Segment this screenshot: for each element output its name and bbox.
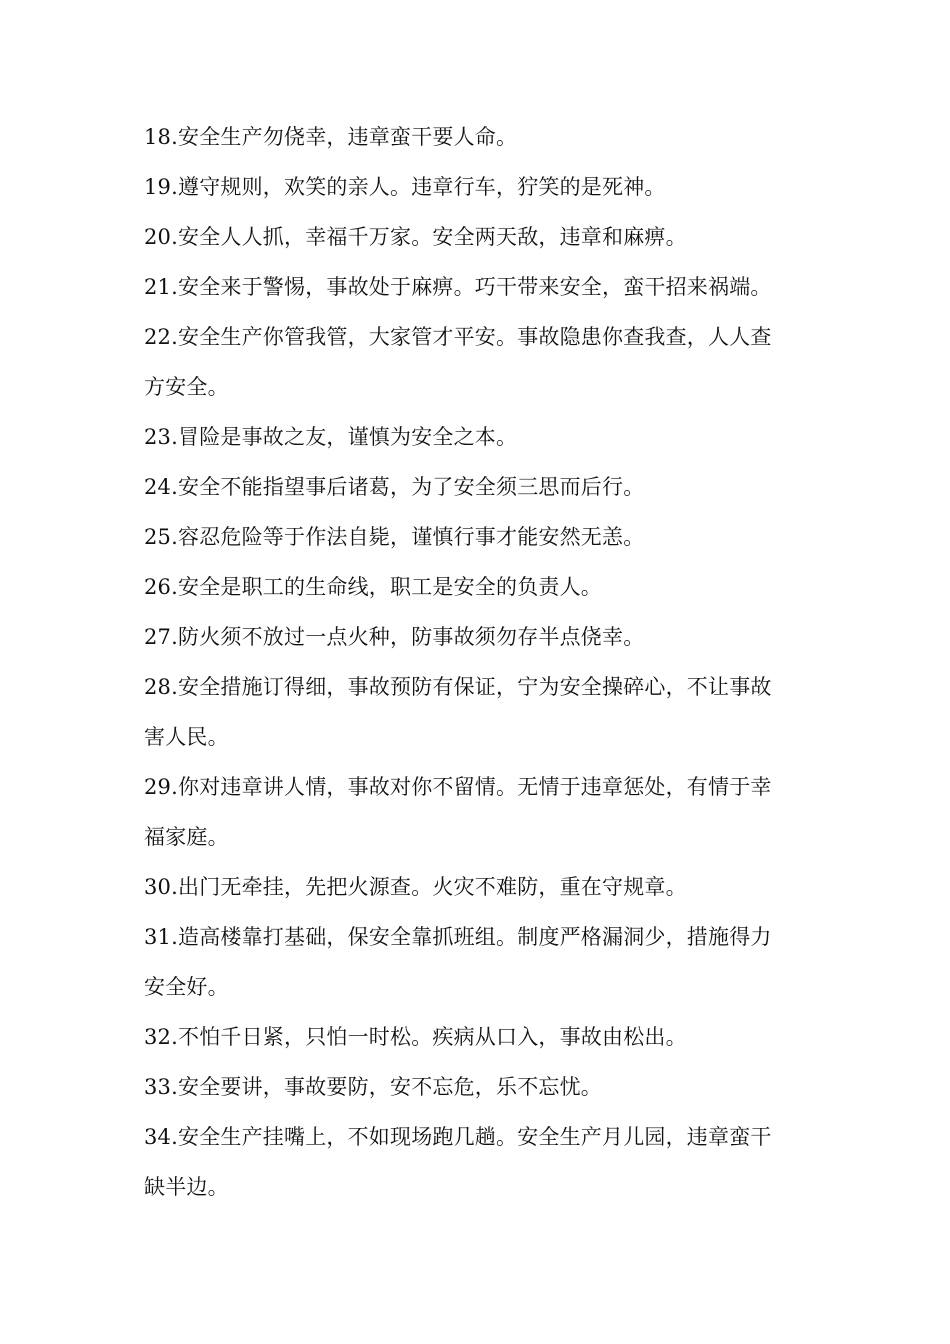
text-line: 31.造高楼靠打基础，保安全靠抓班组。制度严格漏洞少，措施得力: [144, 925, 772, 949]
text-line: 30.出门无牵挂，先把火源查。火灾不难防，重在守规章。: [144, 875, 687, 899]
document-body: [144, 112, 804, 1212]
text-line: 20.安全人人抓，幸福千万家。安全两天敌，违章和麻痹。: [144, 225, 687, 249]
text-line: 27.防火须不放过一点火种，防事故须勿存半点侥幸。: [144, 625, 645, 649]
text-line: 缺半边。: [144, 1175, 229, 1199]
text-line: 26.安全是职工的生命线，职工是安全的负责人。: [144, 575, 602, 599]
text-line: 安全好。: [144, 975, 229, 999]
text-line: 24.安全不能指望事后诸葛，为了安全须三思而后行。: [144, 475, 645, 499]
text-line: 33.安全要讲，事故要防，安不忘危，乐不忘忧。: [144, 1075, 602, 1099]
text-line: 22.安全生产你管我管，大家管才平安。事故隐患你查我查，人人查: [144, 325, 772, 349]
text-line: 18.安全生产勿侥幸，违章蛮干要人命。: [144, 125, 518, 149]
text-line: 34.安全生产挂嘴上，不如现场跑几趟。安全生产月儿园，违章蛮干: [144, 1125, 772, 1149]
text-line: 23.冒险是事故之友，谨慎为安全之本。: [144, 425, 518, 449]
text-line: 害人民。: [144, 725, 229, 749]
text-line: 32.不怕千日紧，只怕一时松。疾病从口入，事故由松出。: [144, 1025, 687, 1049]
text-line: 19.遵守规则，欢笑的亲人。违章行车，狞笑的是死神。: [144, 175, 666, 199]
text-line: 29.你对违章讲人情，事故对你不留情。无情于违章惩处，有情于幸: [144, 775, 772, 799]
text-line: 方安全。: [144, 375, 229, 399]
text-line: 28.安全措施订得细，事故预防有保证，宁为安全操碎心，不让事故: [144, 675, 772, 699]
text-line: 25.容忍危险等于作法自毙，谨慎行事才能安然无恙。: [144, 525, 645, 549]
text-line: 福家庭。: [144, 825, 229, 849]
text-line: 21.安全来于警惕，事故处于麻痹。巧干带来安全，蛮干招来祸端。: [144, 275, 772, 299]
